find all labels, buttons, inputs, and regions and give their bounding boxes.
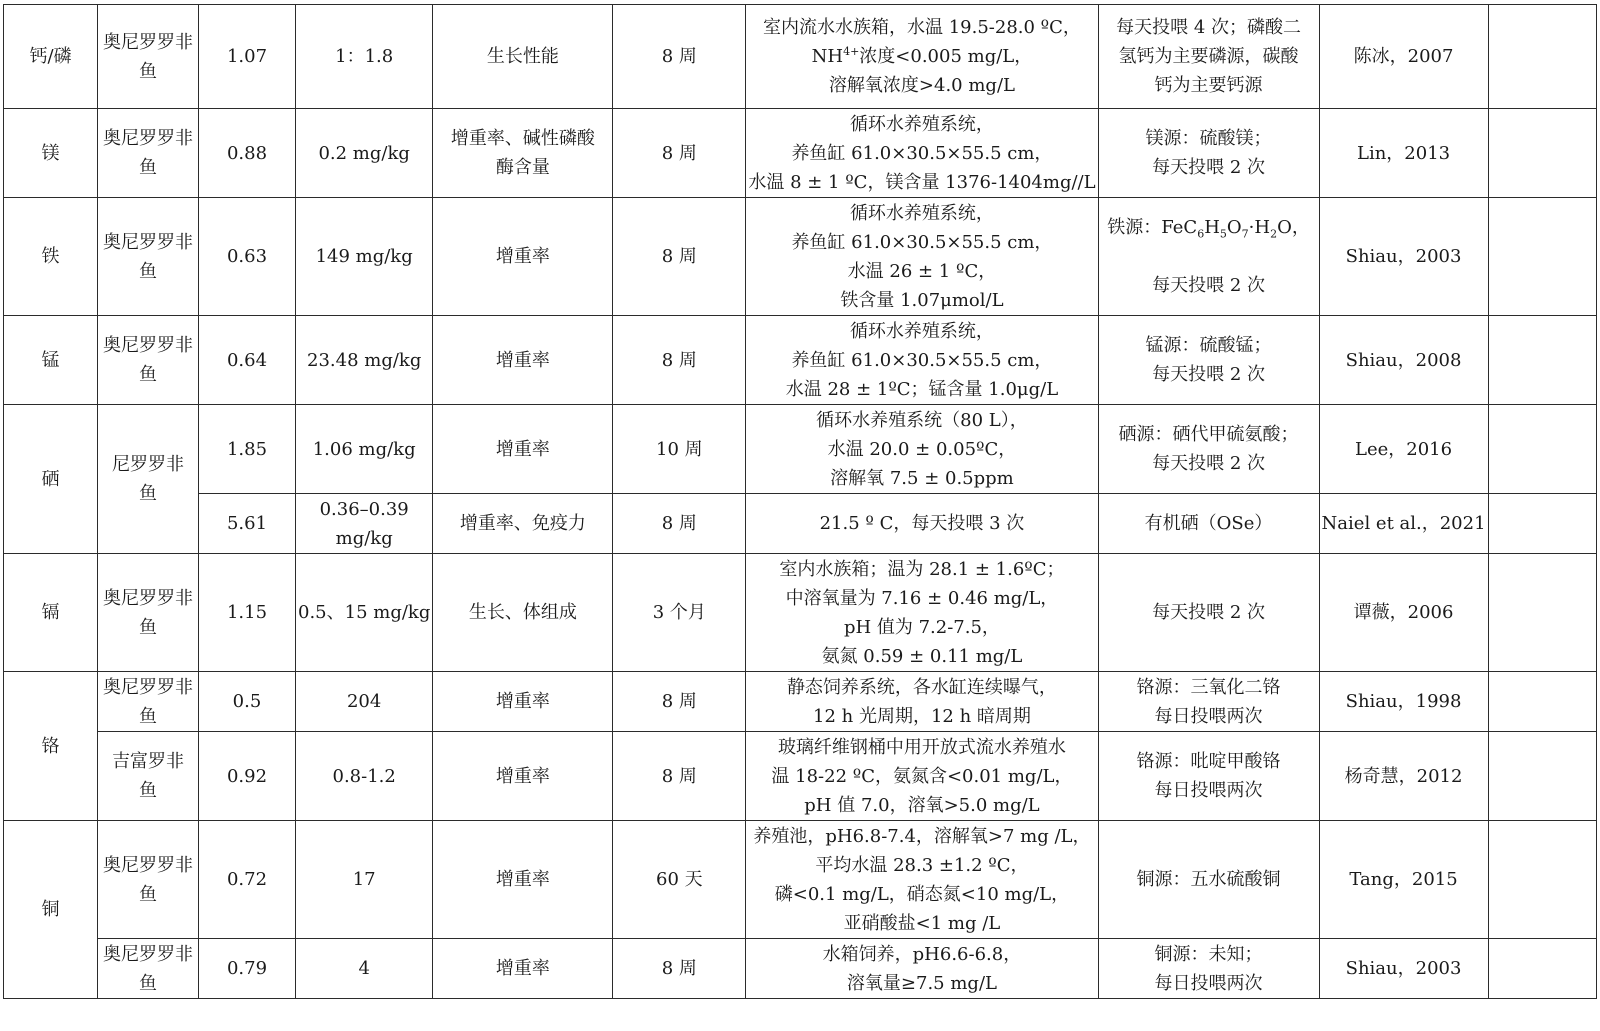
reference-text: Tang，2015 bbox=[1349, 869, 1458, 890]
conditions-line: 溶解氧 7.5 ± 0.5ppm bbox=[830, 467, 1014, 489]
species-cell bbox=[98, 672, 199, 732]
element-text: 锰 bbox=[41, 349, 60, 371]
table-row bbox=[4, 5, 1597, 109]
indicator-cell bbox=[433, 5, 613, 109]
conditions-line: 养鱼缸 61.0×30.5×55.5 cm， bbox=[791, 142, 1053, 164]
reference-text: Shiau，2003 bbox=[1345, 246, 1462, 267]
species-line: 鱼 bbox=[139, 157, 157, 178]
table-row bbox=[4, 494, 1597, 554]
notes-line bbox=[1101, 242, 1317, 271]
table-row bbox=[4, 732, 1597, 821]
conditions-line: 温 18-22 ºC，氨氮含<0.01 mg/L， bbox=[771, 765, 1073, 787]
level-cell bbox=[296, 672, 433, 732]
conditions-cell bbox=[746, 939, 1098, 999]
conditions-line: 循环水养殖系统， bbox=[849, 320, 994, 342]
reference-text: Shiau，2008 bbox=[1345, 349, 1462, 371]
duration-text: 8 周 bbox=[661, 513, 697, 534]
notes-line: 每天投喂 2 次 bbox=[1152, 364, 1265, 385]
notes-line: 钙为主要钙源 bbox=[1154, 75, 1263, 96]
notes-line: 每天投喂 2 次 bbox=[1152, 602, 1265, 623]
ratio-cell bbox=[199, 821, 296, 939]
ratio-cell bbox=[199, 109, 296, 198]
duration-cell bbox=[613, 198, 746, 316]
conditions-line: 室内流水水族箱，水温 19.5-28.0 ºC， bbox=[762, 17, 1081, 38]
conditions-line: 水温 8 ± 1 ºC，镁含量 1376-1404mg//L bbox=[748, 171, 1096, 193]
notes-line: 铜源：五水硫酸铜 bbox=[1136, 869, 1281, 890]
species-line: 奥尼罗罗非 bbox=[103, 676, 193, 698]
notes-cell bbox=[1098, 494, 1319, 554]
level-line: 1.06 mg/kg bbox=[312, 438, 416, 460]
species-cell bbox=[98, 109, 199, 198]
indicator-line: 增重率 bbox=[495, 765, 550, 787]
species-cell bbox=[98, 5, 199, 109]
notes-line: 铜源：未知； bbox=[1154, 943, 1263, 965]
empty-cell bbox=[1488, 939, 1596, 999]
reference-text: Naiel et al.，2021 bbox=[1321, 513, 1486, 534]
ratio-cell bbox=[199, 939, 296, 999]
species-line: 鱼 bbox=[139, 616, 157, 638]
reference-cell bbox=[1319, 316, 1488, 405]
species-line: 鱼 bbox=[139, 705, 157, 727]
reference-text: 陈冰，2007 bbox=[1353, 46, 1454, 67]
data-table bbox=[3, 4, 1597, 999]
conditions-cell bbox=[746, 316, 1098, 405]
reference-cell bbox=[1319, 198, 1488, 316]
indicator-cell bbox=[433, 939, 613, 999]
species-line: 尼罗罗非 bbox=[112, 454, 184, 475]
element-cell bbox=[4, 198, 98, 316]
empty-cell bbox=[1488, 405, 1596, 494]
species-line: 鱼 bbox=[139, 483, 157, 504]
duration-text: 60 天 bbox=[656, 869, 703, 890]
duration-cell bbox=[613, 109, 746, 198]
conditions-line: 磷<0.1 mg/L，硝态氮<10 mg/L， bbox=[774, 883, 1070, 905]
conditions-line: 氨氮 0.59 ± 0.11 mg/L bbox=[821, 645, 1023, 667]
conditions-line: 循环水养殖系统， bbox=[849, 113, 994, 135]
conditions-cell bbox=[746, 554, 1098, 672]
table-row bbox=[4, 672, 1597, 732]
notes-cell bbox=[1098, 198, 1319, 316]
table-row bbox=[4, 198, 1597, 316]
indicator-line: 增重率 bbox=[495, 958, 550, 979]
duration-text: 8 周 bbox=[661, 142, 697, 164]
conditions-line: 水温 26 ± 1 ºC， bbox=[847, 260, 997, 282]
notes-line: 每日投喂两次 bbox=[1154, 780, 1263, 801]
species-line: 奥尼罗罗非 bbox=[103, 31, 193, 53]
indicator-cell bbox=[433, 672, 613, 732]
duration-text: 10 周 bbox=[656, 438, 703, 460]
indicator-line: 增重率 bbox=[495, 349, 550, 371]
ratio-text: 0.92 bbox=[226, 765, 268, 787]
ratio-text: 0.72 bbox=[226, 869, 268, 890]
reference-cell bbox=[1319, 5, 1488, 109]
indicator-line: 增重率、碱性磷酸 bbox=[450, 128, 595, 149]
level-cell bbox=[296, 316, 433, 405]
ratio-text: 0.64 bbox=[226, 349, 268, 371]
ratio-text: 0.5 bbox=[232, 691, 262, 712]
indicator-cell bbox=[433, 198, 613, 316]
conditions-line: 21.5 º C，每天投喂 3 次 bbox=[819, 513, 1025, 534]
notes-cell bbox=[1098, 5, 1319, 109]
notes-line: 铁源：$FeC_6H_5O_7\cdot H_2O$， bbox=[1107, 217, 1310, 241]
reference-text: Shiau，2003 bbox=[1345, 958, 1462, 979]
notes-line: 镁源：硫酸镁； bbox=[1145, 128, 1272, 149]
species-line: 鱼 bbox=[139, 883, 157, 905]
notes-cell bbox=[1098, 316, 1319, 405]
duration-cell bbox=[613, 821, 746, 939]
level-line: 1：1.8 bbox=[335, 46, 394, 67]
element-text: 镉 bbox=[41, 602, 60, 623]
conditions-line: 水箱饲养，pH6.6-6.8， bbox=[822, 943, 1022, 965]
duration-cell bbox=[613, 672, 746, 732]
species-line: 鱼 bbox=[139, 972, 157, 994]
empty-cell bbox=[1488, 198, 1596, 316]
notes-line: 每日投喂两次 bbox=[1154, 705, 1263, 727]
notes-cell bbox=[1098, 821, 1319, 939]
level-line: 4 bbox=[358, 958, 370, 979]
species-cell bbox=[98, 554, 199, 672]
notes-line: 每天投喂 2 次 bbox=[1152, 157, 1265, 178]
ratio-cell bbox=[199, 732, 296, 821]
species-line: 奥尼罗罗非 bbox=[103, 854, 193, 876]
empty-cell bbox=[1488, 494, 1596, 554]
element-cell bbox=[4, 554, 98, 672]
indicator-cell bbox=[433, 821, 613, 939]
empty-cell bbox=[1488, 732, 1596, 821]
level-line: 0.36–0.39 bbox=[319, 498, 409, 520]
conditions-line: 玻璃纤维钢桶中用开放式流水养殖水 bbox=[777, 736, 1066, 758]
duration-text: 8 周 bbox=[661, 765, 697, 787]
conditions-line: pH 值 7.0，溶氧>5.0 mg/L bbox=[804, 794, 1040, 816]
conditions-cell bbox=[746, 109, 1098, 198]
level-cell bbox=[296, 821, 433, 939]
duration-text: 8 周 bbox=[661, 958, 697, 979]
duration-text: 8 周 bbox=[661, 349, 697, 371]
conditions-line: $NH^{4+}$浓度<0.005 mg/L， bbox=[811, 45, 1033, 67]
species-line: 鱼 bbox=[139, 60, 157, 82]
table-body bbox=[4, 5, 1597, 999]
conditions-line: pH 值为 7.2-7.5， bbox=[843, 616, 1000, 638]
ratio-cell bbox=[199, 672, 296, 732]
species-line: 鱼 bbox=[139, 780, 157, 801]
indicator-line: 酶含量 bbox=[495, 157, 550, 178]
species-cell bbox=[98, 316, 199, 405]
duration-cell bbox=[613, 5, 746, 109]
ratio-text: 0.88 bbox=[226, 142, 268, 164]
indicator-line: 增重率 bbox=[495, 691, 550, 712]
conditions-line: 溶氧量≥7.5 mg/L bbox=[846, 972, 997, 994]
duration-text: 8 周 bbox=[661, 46, 697, 67]
species-cell bbox=[98, 821, 199, 939]
conditions-line: 养鱼缸 61.0×30.5×55.5 cm， bbox=[791, 349, 1053, 371]
level-cell bbox=[296, 494, 433, 554]
empty-cell bbox=[1488, 672, 1596, 732]
ratio-text: 1.07 bbox=[226, 46, 268, 67]
conditions-line: 12 h 光周期，12 h 暗周期 bbox=[813, 705, 1031, 727]
element-text: 镁 bbox=[41, 142, 60, 164]
duration-cell bbox=[613, 316, 746, 405]
species-line: 奥尼罗罗非 bbox=[103, 943, 193, 965]
notes-line: 有机硒（OSe） bbox=[1144, 513, 1273, 534]
species-line: 吉富罗非 bbox=[112, 751, 184, 772]
indicator-line: 增重率、免疫力 bbox=[459, 513, 586, 534]
conditions-cell bbox=[746, 821, 1098, 939]
notes-line: 锰源：硫酸锰； bbox=[1145, 335, 1272, 356]
table-row bbox=[4, 554, 1597, 672]
element-text: 钙/磷 bbox=[29, 46, 72, 67]
element-cell bbox=[4, 405, 98, 554]
level-cell bbox=[296, 109, 433, 198]
level-cell bbox=[296, 939, 433, 999]
conditions-line: 亚硝酸盐<1 mg /L bbox=[843, 912, 1001, 934]
duration-cell bbox=[613, 494, 746, 554]
level-line: 0.8-1.2 bbox=[332, 765, 396, 787]
conditions-cell bbox=[746, 198, 1098, 316]
conditions-line: 静态饲养系统，各水缸连续曝气， bbox=[786, 676, 1057, 698]
duration-cell bbox=[613, 405, 746, 494]
element-cell bbox=[4, 109, 98, 198]
level-cell bbox=[296, 405, 433, 494]
reference-cell bbox=[1319, 554, 1488, 672]
level-line: 23.48 mg/kg bbox=[307, 349, 422, 371]
ratio-text: 5.61 bbox=[226, 513, 268, 534]
duration-cell bbox=[613, 939, 746, 999]
reference-cell bbox=[1319, 672, 1488, 732]
ratio-text: 0.63 bbox=[226, 246, 268, 267]
table-row bbox=[4, 821, 1597, 939]
indicator-line: 生长、体组成 bbox=[468, 602, 577, 623]
indicator-line: 增重率 bbox=[495, 246, 550, 267]
level-cell bbox=[296, 198, 433, 316]
conditions-line: 铁含量 1.07μmol/L bbox=[840, 289, 1004, 311]
duration-text: 8 周 bbox=[661, 246, 697, 267]
indicator-line: 增重率 bbox=[495, 869, 550, 890]
conditions-cell bbox=[746, 732, 1098, 821]
reference-cell bbox=[1319, 821, 1488, 939]
element-text: 铜 bbox=[41, 899, 60, 920]
species-cell bbox=[98, 198, 199, 316]
element-text: 铁 bbox=[41, 246, 60, 267]
empty-cell bbox=[1488, 109, 1596, 198]
notes-line: 铬源：三氧化二铬 bbox=[1136, 676, 1281, 698]
element-cell bbox=[4, 316, 98, 405]
species-cell bbox=[98, 405, 199, 554]
conditions-line: 水温 20.0 ± 0.05ºC， bbox=[827, 438, 1017, 460]
empty-cell bbox=[1488, 5, 1596, 109]
species-cell bbox=[98, 939, 199, 999]
table-row bbox=[4, 316, 1597, 405]
notes-line: 氢钙为主要磷源，碳酸 bbox=[1118, 46, 1299, 67]
conditions-line: 中溶氧量为 7.16 ± 0.46 mg/L， bbox=[785, 587, 1059, 609]
ratio-cell bbox=[199, 405, 296, 494]
conditions-cell bbox=[746, 494, 1098, 554]
notes-cell bbox=[1098, 109, 1319, 198]
reference-text: 杨奇慧，2012 bbox=[1344, 765, 1463, 787]
reference-text: Lin，2013 bbox=[1356, 142, 1451, 164]
ratio-text: 1.15 bbox=[226, 602, 268, 623]
ratio-cell bbox=[199, 316, 296, 405]
table-row bbox=[4, 939, 1597, 999]
indicator-cell bbox=[433, 405, 613, 494]
notes-cell bbox=[1098, 554, 1319, 672]
ratio-cell bbox=[199, 554, 296, 672]
reference-cell bbox=[1319, 494, 1488, 554]
level-line: 0.2 mg/kg bbox=[318, 142, 410, 164]
conditions-line: 养鱼缸 61.0×30.5×55.5 cm， bbox=[791, 231, 1053, 253]
table-row bbox=[4, 109, 1597, 198]
notes-line: 硒源：硒代甲硫氨酸； bbox=[1118, 424, 1299, 445]
conditions-cell bbox=[746, 5, 1098, 109]
conditions-line: 循环水养殖系统， bbox=[849, 202, 994, 224]
level-cell bbox=[296, 732, 433, 821]
reference-cell bbox=[1319, 109, 1488, 198]
species-cell bbox=[98, 732, 199, 821]
level-line: 149 mg/kg bbox=[315, 246, 413, 267]
indicator-cell bbox=[433, 494, 613, 554]
level-line: mg/kg bbox=[335, 527, 393, 549]
conditions-line: 养殖池，pH6.8-7.4，溶解氧>7 mg /L， bbox=[753, 825, 1091, 847]
reference-cell bbox=[1319, 732, 1488, 821]
level-cell bbox=[296, 554, 433, 672]
empty-cell bbox=[1488, 554, 1596, 672]
notes-line: 每天投喂 2 次 bbox=[1152, 275, 1265, 296]
species-line: 奥尼罗罗非 bbox=[103, 128, 193, 149]
reference-cell bbox=[1319, 405, 1488, 494]
conditions-line: 循环水养殖系统（80 L）， bbox=[816, 409, 1028, 431]
element-text: 硒 bbox=[41, 468, 60, 490]
empty-cell bbox=[1488, 821, 1596, 939]
reference-cell bbox=[1319, 939, 1488, 999]
indicator-cell bbox=[433, 109, 613, 198]
ratio-text: 0.79 bbox=[226, 958, 268, 979]
table-row bbox=[4, 405, 1597, 494]
notes-cell bbox=[1098, 732, 1319, 821]
notes-cell bbox=[1098, 405, 1319, 494]
species-line: 奥尼罗罗非 bbox=[103, 587, 193, 609]
level-line: 17 bbox=[352, 869, 376, 890]
notes-line: 每天投喂 4 次；磷酸二 bbox=[1116, 17, 1301, 38]
notes-line: 每天投喂 2 次 bbox=[1152, 453, 1265, 474]
notes-line: 每日投喂两次 bbox=[1154, 972, 1263, 994]
notes-cell bbox=[1098, 939, 1319, 999]
ratio-cell bbox=[199, 5, 296, 109]
level-cell bbox=[296, 5, 433, 109]
conditions-line: 溶解氧浓度>4.0 mg/L bbox=[828, 75, 1015, 96]
ratio-cell bbox=[199, 494, 296, 554]
reference-text: Shiau，1998 bbox=[1345, 691, 1462, 712]
species-line: 鱼 bbox=[139, 364, 157, 385]
reference-text: 谭薇，2006 bbox=[1353, 602, 1454, 623]
element-cell bbox=[4, 672, 98, 821]
duration-cell bbox=[613, 554, 746, 672]
conditions-line: 平均水温 28.3 ±1.2 ºC， bbox=[815, 854, 1029, 876]
empty-cell bbox=[1488, 316, 1596, 405]
element-text: 铬 bbox=[41, 735, 60, 757]
conditions-line: 室内水族箱；温为 28.1 ± 1.6ºC； bbox=[779, 558, 1065, 580]
level-line: 0.5、15 mg/kg bbox=[298, 602, 431, 623]
conditions-cell bbox=[746, 405, 1098, 494]
duration-cell bbox=[613, 732, 746, 821]
conditions-line: 水温 28 ± 1ºC；锰含量 1.0μg/L bbox=[785, 378, 1059, 400]
species-line: 奥尼罗罗非 bbox=[103, 335, 193, 356]
ratio-text: 1.85 bbox=[226, 438, 268, 460]
element-cell bbox=[4, 821, 98, 999]
indicator-cell bbox=[433, 316, 613, 405]
notes-line: 铬源：吡啶甲酸铬 bbox=[1136, 751, 1281, 772]
duration-text: 8 周 bbox=[661, 691, 697, 712]
indicator-cell bbox=[433, 554, 613, 672]
duration-text: 3 个月 bbox=[652, 602, 706, 623]
element-cell bbox=[4, 5, 98, 109]
species-line: 奥尼罗罗非 bbox=[103, 231, 193, 253]
reference-text: Lee，2016 bbox=[1355, 438, 1453, 460]
species-line: 鱼 bbox=[139, 260, 157, 282]
indicator-line: 生长性能 bbox=[486, 46, 559, 67]
level-line: 204 bbox=[346, 691, 382, 712]
notes-cell bbox=[1098, 672, 1319, 732]
ratio-cell bbox=[199, 198, 296, 316]
conditions-cell bbox=[746, 672, 1098, 732]
indicator-line: 增重率 bbox=[495, 438, 550, 460]
indicator-cell bbox=[433, 732, 613, 821]
